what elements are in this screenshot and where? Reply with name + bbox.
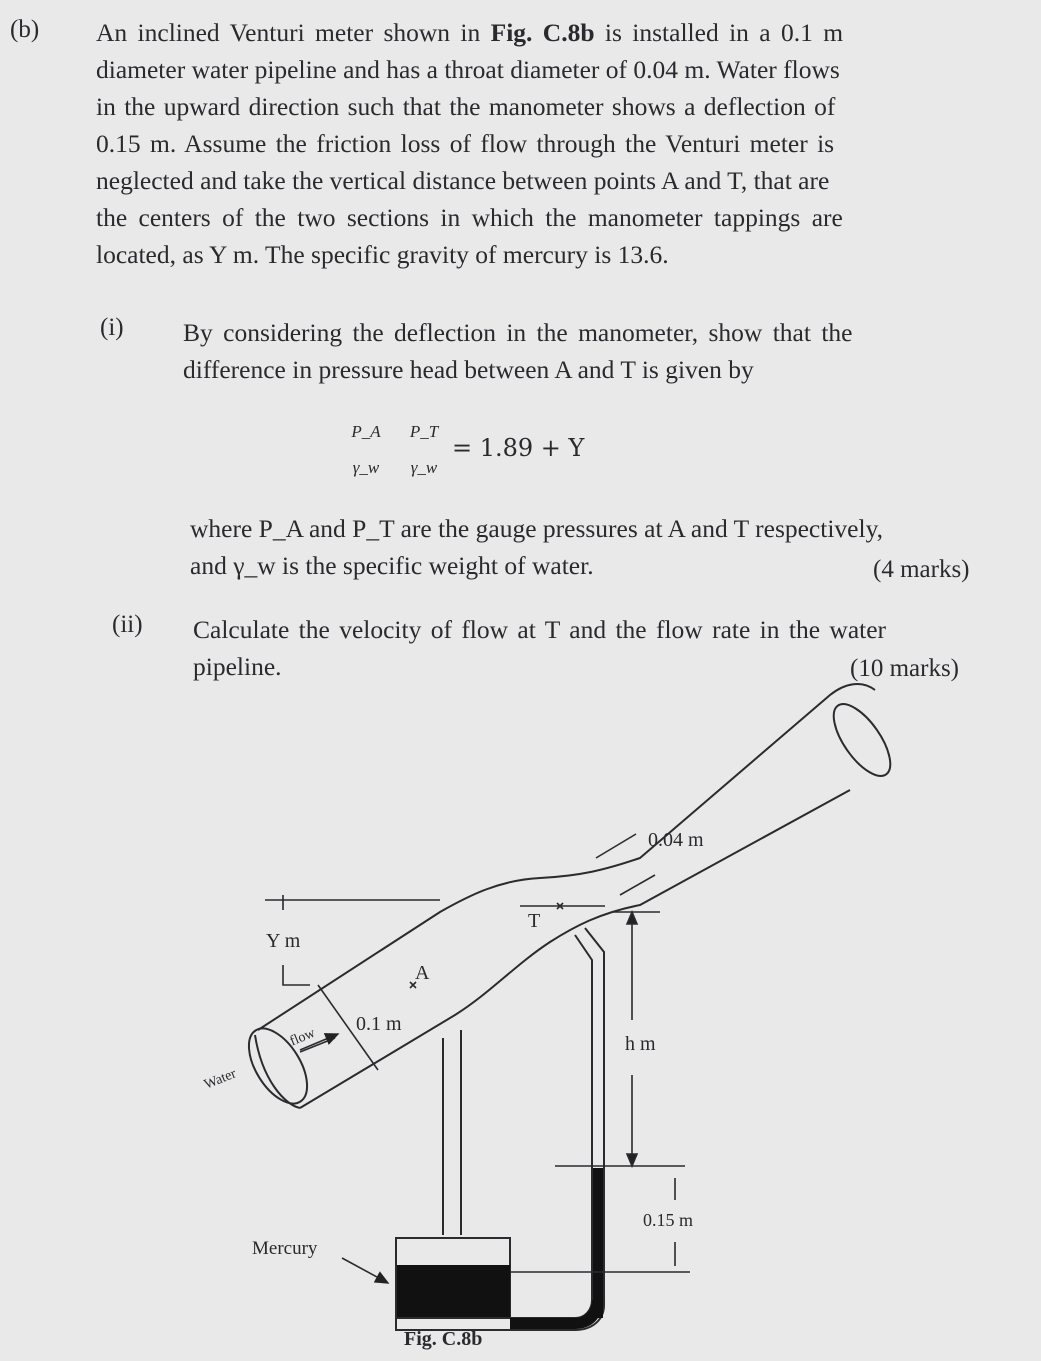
subpart-ii-marks: (10 marks) (850, 655, 959, 682)
subpart-i-label: (i) (100, 314, 124, 341)
h-dimension-label: h m (625, 1033, 656, 1055)
subpart-ii-label: (ii) (112, 611, 143, 638)
manometer-left-tube (443, 1030, 461, 1235)
intro-line-1: An inclined Venturi meter shown in Fig. C.8b is installed in a 0.1 m (96, 18, 844, 47)
y-dimension-label: Y m (266, 930, 301, 952)
intro-line-7: located, as Y m. The specific gravity of mercury is 13.6. (96, 240, 669, 269)
mercury-label: Mercury (252, 1238, 318, 1259)
manometer-right-tube (510, 935, 592, 1318)
point-t-label: T (528, 910, 541, 932)
water-label: Water (202, 1066, 239, 1093)
subpart-i-marks: (4 marks) (873, 556, 970, 583)
deflection-label: 0.15 m (643, 1210, 694, 1230)
flow-label: flow (287, 1025, 318, 1050)
mercury-column (593, 1168, 603, 1318)
eq-numerator-pa: P_A (351, 422, 381, 441)
part-label: (b) (10, 16, 40, 43)
figure-caption: Fig. C.8b (404, 1328, 483, 1350)
subpart-i-line-2: difference in pressure head between A and T is given by (183, 355, 754, 384)
eq-denominator-2: γ_w (410, 458, 438, 477)
intro-line-5: neglected and take the vertical distance between points A and T, that are (96, 166, 830, 195)
throat-dimension-label: 0.04 m (648, 829, 704, 851)
venturi-upper-wall (258, 684, 875, 1030)
eq-denominator-1: γ_w (352, 458, 380, 477)
where-line-2: and γ_w is the specific weight of water. (190, 551, 594, 580)
outlet-ellipse (823, 695, 901, 784)
point-a-label: A (415, 962, 430, 984)
eq-rhs: = 1.89 + Y (452, 434, 585, 462)
where-line-1: where P_A and P_T are the gauge pressures at A and T respectively, (190, 514, 884, 543)
pipe-diameter-label: 0.1 m (356, 1013, 402, 1035)
intro-line-6: the centers of the two sections in which the manometer tappings are (96, 203, 843, 232)
subpart-ii-line-2: pipeline. (193, 652, 282, 681)
mercury-fill (397, 1265, 510, 1317)
figure-reference: Fig. C.8b (490, 18, 595, 47)
intro-line-3: in the upward direction such that the manometer shows a deflection of (96, 92, 836, 121)
subpart-ii-line-1: Calculate the velocity of flow at T and the flow rate in the water (193, 615, 887, 644)
intro-line-2: diameter water pipeline and has a throat diameter of 0.04 m. Water flows (96, 55, 840, 84)
intro-line-4: 0.15 m. Assume the friction loss of flow through the Venturi meter is (96, 129, 835, 158)
eq-numerator-pt: P_T (409, 422, 439, 441)
subpart-i-line-1: By considering the deflection in the manometer, show that the (183, 318, 853, 347)
